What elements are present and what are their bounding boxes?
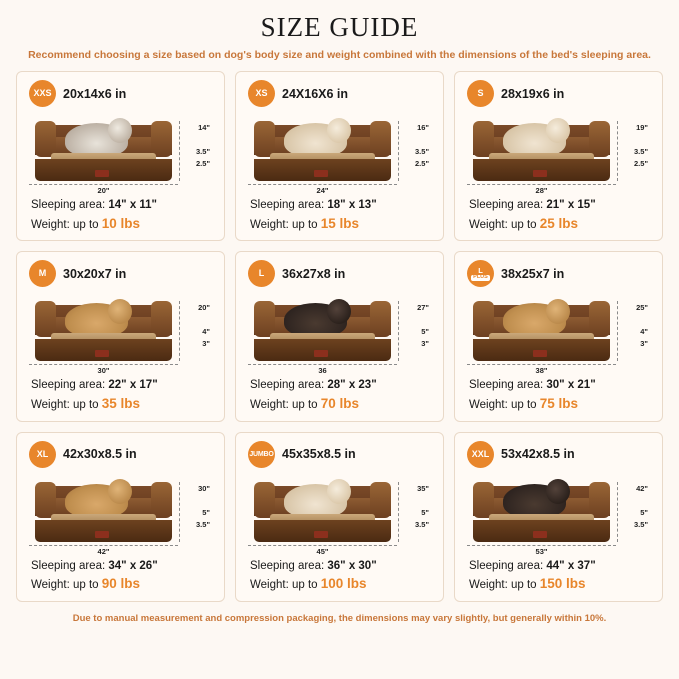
card-specs <box>244 377 435 413</box>
sleeping-area-value: 18" x 13" <box>327 199 377 211</box>
bed-illustration <box>29 289 212 375</box>
bed-dimensions: 42x30x8.5 in <box>63 447 137 462</box>
weight-value: 15 lbs <box>320 215 360 231</box>
weight-upto-label: up to <box>72 399 102 412</box>
sleeping-area-value: 36" x 30" <box>327 559 377 572</box>
bed-dimensions: 36x27x8 in <box>282 266 346 281</box>
weight-upto-label: up to <box>291 399 321 412</box>
height-label-base: 2.5" <box>196 159 210 168</box>
card-header <box>463 439 654 470</box>
measure-vertical-line <box>398 121 399 181</box>
measure-vertical-line <box>179 482 180 542</box>
card-header <box>25 78 216 109</box>
measure-vertical-line <box>617 301 618 361</box>
height-label-total: 20" <box>198 303 210 313</box>
dog-bed-graphic <box>254 119 391 181</box>
size-badge <box>248 441 275 468</box>
sleeping-area-value: 44" x 37" <box>546 559 596 572</box>
size-card <box>16 251 225 421</box>
sleeping-area-label: Sleeping area: <box>31 559 109 572</box>
height-label-total: 16" <box>417 123 429 132</box>
bed-dimensions: 38x25x7 in <box>501 266 565 281</box>
bed-bolster-right <box>589 482 610 518</box>
sleeping-area-line <box>469 377 654 394</box>
measure-vertical-line <box>617 121 618 181</box>
size-card <box>235 251 444 421</box>
brand-tag-icon <box>533 531 547 538</box>
size-card <box>454 251 663 421</box>
size-card <box>16 71 225 241</box>
bed-bolster-left <box>35 301 56 337</box>
sleeping-area-line <box>250 377 435 394</box>
bed-bolster-left <box>35 121 56 157</box>
pet-illustration <box>65 123 128 157</box>
sleeping-area-line <box>31 197 216 214</box>
height-label-total: 25" <box>636 303 648 313</box>
weight-line <box>469 574 654 594</box>
height-label-bolster: 4" <box>640 327 648 337</box>
height-label-base: 3.5" <box>196 519 210 529</box>
bed-bolster-right <box>151 482 172 518</box>
width-label: 24" <box>248 184 397 195</box>
weight-value: 35 lbs <box>101 396 141 412</box>
pet-head <box>546 299 570 324</box>
bed-bolster-right <box>151 301 172 337</box>
height-label-base: 3.5" <box>415 519 429 529</box>
bed-dimensions: 45x35x8.5 in <box>282 447 356 462</box>
card-specs <box>25 558 216 594</box>
width-label: 45" <box>248 545 397 556</box>
sleeping-area-value: 21" x 15" <box>546 199 596 211</box>
bed-bolster-right <box>370 482 391 518</box>
width-label: 36 <box>248 364 397 375</box>
bed-base <box>473 520 610 542</box>
card-header <box>463 78 654 109</box>
size-badge <box>29 441 56 468</box>
bed-dimensions: 30x20x7 in <box>63 266 127 281</box>
bed-dimensions: 53x42x8.5 in <box>501 447 575 462</box>
brand-tag-icon <box>314 531 328 538</box>
sleeping-area-line <box>250 558 435 575</box>
pet-illustration <box>284 303 347 337</box>
bed-base <box>35 159 172 181</box>
weight-line <box>31 574 216 594</box>
sleeping-area-label: Sleeping area: <box>31 199 109 211</box>
size-badge-label: XS <box>255 88 268 98</box>
bed-illustration <box>248 109 431 195</box>
height-label-total: 19" <box>636 123 648 132</box>
size-badge <box>29 80 56 107</box>
page-subtitle: Recommend choosing a size based on dog's body size and weight combined with the dimensions of the bed's sleeping area. <box>28 49 651 61</box>
bed-illustration <box>467 109 650 195</box>
height-label-total: 42" <box>636 483 648 493</box>
weight-value: 150 lbs <box>539 576 586 592</box>
sleeping-area-label: Sleeping area: <box>469 379 547 392</box>
sleeping-area-value: 34" x 26" <box>108 559 158 572</box>
sleeping-area-label: Sleeping area: <box>250 199 328 211</box>
weight-value: 25 lbs <box>539 215 579 231</box>
sleeping-area-line <box>469 197 654 214</box>
dog-bed-graphic <box>473 480 610 542</box>
height-label-bolster: 5" <box>640 507 648 517</box>
height-label-total: 35" <box>417 483 429 493</box>
size-badge-label: XXL <box>471 448 490 459</box>
bed-base <box>254 339 391 361</box>
sleeping-area-value: 30" x 21" <box>546 379 596 392</box>
bed-dimensions: 28x19x6 in <box>501 86 565 101</box>
bed-illustration <box>467 289 650 375</box>
size-badge <box>248 260 275 287</box>
weight-line <box>250 394 435 414</box>
pet-illustration <box>284 484 347 518</box>
height-label-base: 3" <box>202 339 210 349</box>
weight-label: Weight: <box>31 399 73 412</box>
dog-bed-graphic <box>473 299 610 361</box>
pet-illustration <box>65 303 128 337</box>
weight-line <box>469 394 654 414</box>
brand-tag-icon <box>533 170 547 177</box>
height-label-base: 3" <box>640 339 648 349</box>
card-header <box>25 439 216 470</box>
height-label-base: 2.5" <box>415 159 429 168</box>
brand-tag-icon <box>95 531 109 538</box>
bed-illustration <box>467 470 650 556</box>
brand-tag-icon <box>314 350 328 357</box>
height-label-bolster: 3.5" <box>415 147 429 156</box>
bed-bolster-right <box>151 121 172 157</box>
size-badge <box>29 260 56 287</box>
brand-tag-icon <box>95 350 109 357</box>
card-specs <box>244 197 435 233</box>
weight-value: 90 lbs <box>101 576 141 592</box>
brand-tag-icon <box>95 170 109 177</box>
pet-head <box>327 299 351 324</box>
card-specs <box>463 558 654 594</box>
size-badge-label: JUMBO <box>249 450 274 458</box>
card-header <box>244 258 435 289</box>
weight-upto-label: up to <box>510 218 540 231</box>
size-badge-label: XL <box>36 448 49 459</box>
card-header <box>244 439 435 470</box>
bed-illustration <box>248 470 431 556</box>
size-badge-label: L <box>478 265 483 275</box>
bed-bolster-right <box>589 121 610 157</box>
dog-bed-graphic <box>35 480 172 542</box>
weight-line <box>31 394 216 414</box>
dog-bed-graphic <box>254 299 391 361</box>
dog-bed-graphic <box>35 299 172 361</box>
bed-base <box>473 339 610 361</box>
bed-dimensions: 24X16X6 in <box>282 86 349 101</box>
weight-upto-label: up to <box>510 399 540 412</box>
pet-head <box>546 479 570 504</box>
size-badge <box>467 441 494 468</box>
weight-line <box>250 214 435 234</box>
bed-bolster-left <box>254 482 275 518</box>
sleeping-area-line <box>469 558 654 575</box>
pet-head <box>108 299 132 324</box>
weight-label: Weight: <box>250 218 292 231</box>
card-header <box>25 258 216 289</box>
size-badge-label: XXS <box>33 88 52 98</box>
height-label-bolster: 3.5" <box>634 147 648 156</box>
height-label-base: 2.5" <box>634 159 648 168</box>
bed-base <box>254 159 391 181</box>
sleeping-area-line <box>31 377 216 394</box>
height-label-bolster: 5" <box>421 327 429 337</box>
card-specs <box>244 558 435 594</box>
measure-vertical-line <box>398 301 399 361</box>
weight-label: Weight: <box>250 399 292 412</box>
card-header <box>244 78 435 109</box>
size-card <box>454 432 663 602</box>
size-badge-label: M <box>38 268 47 279</box>
weight-line <box>250 574 435 594</box>
weight-label: Weight: <box>469 218 511 231</box>
brand-tag-icon <box>533 350 547 357</box>
weight-label: Weight: <box>469 399 511 412</box>
sleeping-area-label: Sleeping area: <box>469 559 547 572</box>
width-label: 28" <box>467 184 616 195</box>
size-badge-label: S <box>477 88 484 98</box>
weight-label: Weight: <box>250 579 292 592</box>
weight-upto-label: up to <box>291 579 321 592</box>
brand-tag-icon <box>314 170 328 177</box>
bed-bolster-left <box>473 301 494 337</box>
footnote: Due to manual measurement and compression packaging, the dimensions may vary slightly, but generally within 10%. <box>72 613 607 625</box>
bed-dimensions: 20x14x6 in <box>63 86 127 101</box>
measure-vertical-line <box>179 121 180 181</box>
size-card <box>235 432 444 602</box>
bed-bolster-left <box>254 301 275 337</box>
bed-base <box>35 520 172 542</box>
weight-value: 75 lbs <box>539 396 579 412</box>
width-label: 30" <box>29 364 178 375</box>
card-specs <box>25 197 216 233</box>
size-card <box>235 71 444 241</box>
bed-base <box>254 520 391 542</box>
size-badge-label: L <box>258 268 265 279</box>
sleeping-area-value: 28" x 23" <box>327 379 377 392</box>
height-label-base: 3" <box>421 339 429 349</box>
size-badge <box>467 80 494 107</box>
bed-bolster-right <box>589 301 610 337</box>
weight-label: Weight: <box>31 218 73 231</box>
pet-illustration <box>284 123 347 157</box>
dog-bed-graphic <box>473 119 610 181</box>
width-label: 53" <box>467 545 616 556</box>
bed-base <box>473 159 610 181</box>
width-label: 38" <box>467 364 616 375</box>
bed-bolster-left <box>473 121 494 157</box>
weight-label: Weight: <box>469 579 511 592</box>
height-label-total: 27" <box>417 303 429 313</box>
measure-vertical-line <box>179 301 180 361</box>
pet-head <box>108 479 132 504</box>
card-specs <box>463 377 654 413</box>
sleeping-area-label: Sleeping area: <box>250 379 328 392</box>
bed-bolster-right <box>370 121 391 157</box>
weight-upto-label: up to <box>72 218 102 231</box>
size-card <box>454 71 663 241</box>
pet-illustration <box>503 303 566 337</box>
height-label-bolster: 4" <box>202 327 210 337</box>
bed-illustration <box>248 289 431 375</box>
weight-upto-label: up to <box>510 579 540 592</box>
bed-base <box>35 339 172 361</box>
sleeping-area-label: Sleeping area: <box>31 379 109 392</box>
weight-label: Weight: <box>31 579 73 592</box>
pet-illustration <box>503 484 566 518</box>
weight-value: 70 lbs <box>320 396 360 412</box>
dog-bed-graphic <box>254 480 391 542</box>
pet-illustration <box>65 484 128 518</box>
size-badge <box>248 80 275 107</box>
size-card <box>16 432 225 602</box>
sleeping-area-label: Sleeping area: <box>250 559 328 572</box>
sleeping-area-line <box>250 197 435 214</box>
weight-upto-label: up to <box>72 579 102 592</box>
height-label-base: 3.5" <box>634 519 648 529</box>
card-header <box>463 258 654 289</box>
weight-upto-label: up to <box>291 218 321 231</box>
card-specs <box>25 377 216 413</box>
measure-vertical-line <box>398 482 399 542</box>
bed-illustration <box>29 109 212 195</box>
weight-line <box>31 214 216 234</box>
sleeping-area-value: 14" x 11" <box>108 199 158 211</box>
size-card-grid <box>16 71 663 602</box>
height-label-total: 30" <box>198 483 210 493</box>
weight-value: 10 lbs <box>101 215 141 231</box>
width-label: 20" <box>29 184 178 195</box>
height-label-total: 14" <box>198 123 210 132</box>
bed-bolster-right <box>370 301 391 337</box>
card-specs <box>463 197 654 233</box>
height-label-bolster: 3.5" <box>196 147 210 156</box>
pet-head <box>327 479 351 504</box>
dog-bed-graphic <box>35 119 172 181</box>
weight-value: 100 lbs <box>320 576 367 592</box>
sleeping-area-value: 22" x 17" <box>108 379 158 392</box>
width-label: 42" <box>29 545 178 556</box>
measure-vertical-line <box>617 482 618 542</box>
sleeping-area-line <box>31 558 216 575</box>
bed-illustration <box>29 470 212 556</box>
size-badge-sublabel: PLUS <box>473 274 488 281</box>
sleeping-area-label: Sleeping area: <box>469 199 547 211</box>
bed-bolster-left <box>473 482 494 518</box>
size-badge <box>467 260 494 287</box>
height-label-bolster: 5" <box>202 507 210 517</box>
page-title: SIZE GUIDE <box>260 12 419 42</box>
height-label-bolster: 5" <box>421 507 429 517</box>
bed-bolster-left <box>35 482 56 518</box>
pet-illustration <box>503 123 566 157</box>
bed-bolster-left <box>254 121 275 157</box>
weight-line <box>469 214 654 234</box>
